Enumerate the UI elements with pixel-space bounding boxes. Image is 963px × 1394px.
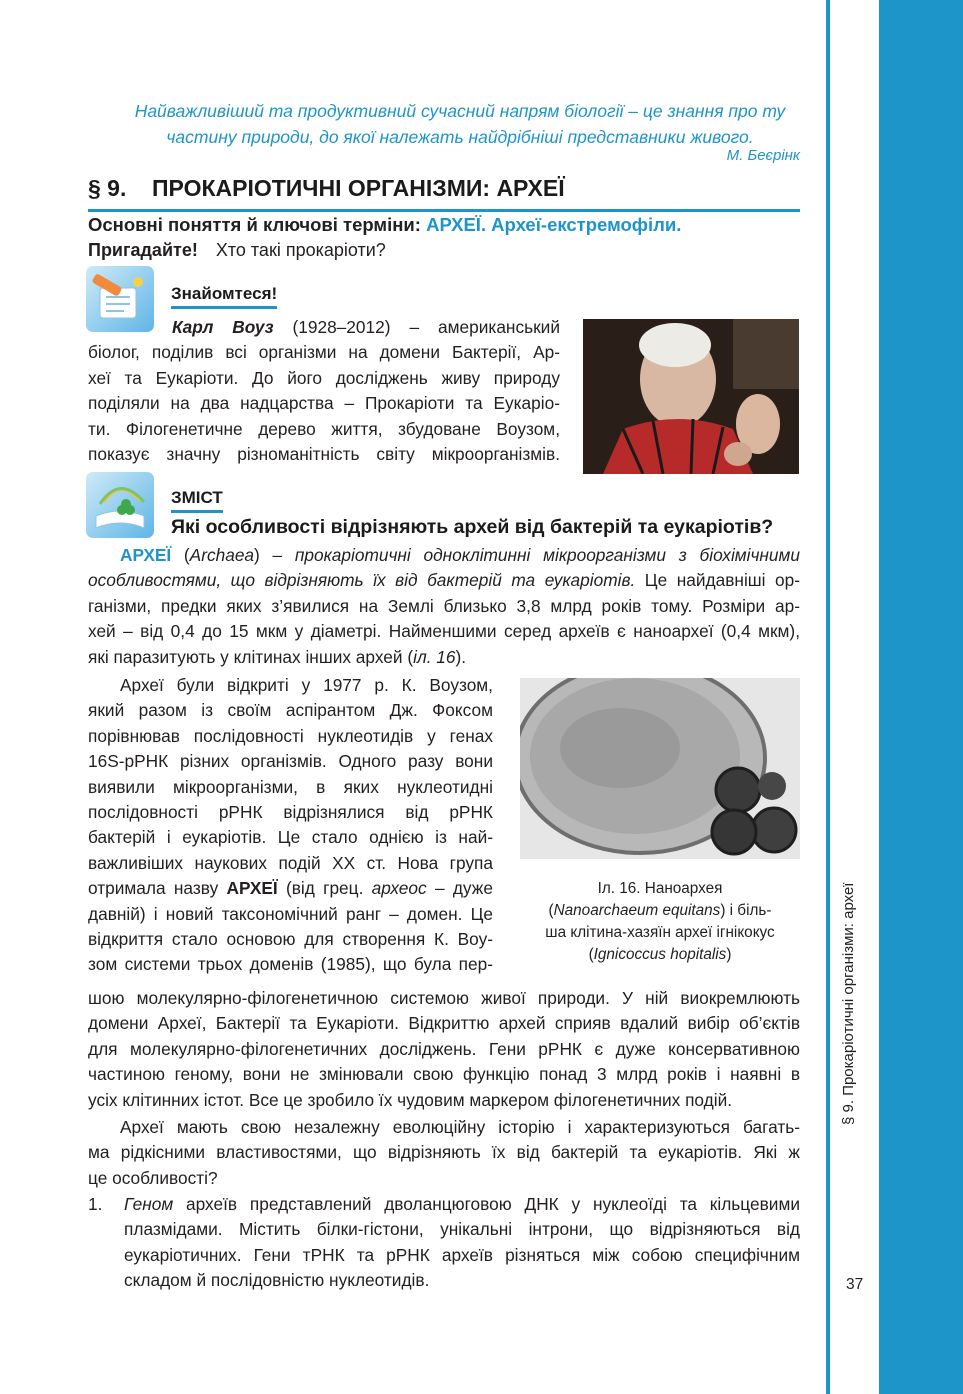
list-term: Геном [124,1194,174,1214]
definition-text: особливостями, що відрізняють їх від бактерій та еукаріотів. [88,570,636,591]
remind-question: Хто такі прокаріоти? [215,240,386,260]
remind-label: Пригадайте! [88,240,198,260]
intro-heading: Знайомтеся! [171,284,277,309]
para-line: виявили мікроорганізми, в яких нуклеотидні [88,776,493,797]
archaea-definition-paragraph: АРХЕЇ (Archaea) – прокаріотичні одноклітинні мікроорганізми з біохімічними особливостями, що відрізняють їх від бактерій та еукаріотів. Це найдавніші ор- ганізми, предки яких з’явилися на Землі близько 3,8 млрд років тому. Розміри ар- хей – від 0,4 до 15 мкм у діаметрі. Найменшими серед археїв є наноархеї (0,4 мкм), які паразитують у клітинах інших архей (іл. 16). [88,545,800,667]
sidebar-color-bar [879,0,963,1394]
section-title-text: ПРОКАРІОТИЧНІ ОРГАНІЗМИ: АРХЕЇ [152,175,565,201]
intro-line: ти. Філогенетичне дерево життя, збудоване Воузом, [88,418,560,439]
intro-paragraph [88,315,560,467]
para-line: які паразитують у клітинах інших архей ( [88,646,414,667]
para-line: зом системи трьох доменів (1985), що була пер- [88,954,493,975]
para-line: отримала назву [88,878,219,899]
para-line: Археї були відкриті у 1977 р. К. Воузом, [120,675,493,695]
para-line: ). [455,646,467,667]
discovery-paragraph-continued [88,986,800,1113]
para-line: ганізми, предки яких з’явилися на Землі близько 3,8 млрд років тому. Розміри ар- [88,595,800,616]
para-line: порівнював послідовності нуклеотидів у генах [88,725,493,746]
figure-caption: Іл. 16. Наноархея (Nanoarchaeum equitans) і біль- ша клітина-хазяїн археї ігнікокус (Ignicoccus hopitalis) [508,878,812,966]
para-line: який разом із своїм аспірантом Дж. Фоксом [88,700,493,721]
species-name: Nanoarchaeum equitans [553,902,721,919]
para-line: послідовності рРНК відрізнялися від рРНК [88,802,493,823]
list-item [124,1192,800,1294]
species-name: Ignicoccus hopitalis [593,946,727,963]
carl-woese-photo [583,319,799,474]
greek-word: археос [371,878,427,899]
para-line: – дуже [434,878,493,899]
nanoarchaea-micrograph [520,678,800,859]
intro-line: хеї та Еукаріоти. До його досліджень живу природу [88,367,560,388]
para-line: 16S-рРНК різних організмів. Одного разу вони [88,751,493,772]
para-line: плазмідами. Містить білки-гістони, унікальні інтрони, що відрізняються від [124,1219,800,1240]
caption-line: Іл. 16. Наноархея [597,880,723,897]
para-line: усіх клітинних істот. Все це зробило їх чудовим маркером філогенетичних подій. [88,1089,733,1110]
figure-reference: іл. 16 [413,646,456,667]
para-line: важливіших наукових подій ХХ ст. Нова група [88,852,493,873]
para-line: еукаріотичних. Гени тРНК та рРНК археїв різняться між собою специфічним [124,1244,800,1265]
lesson-question: Які особливості відрізняють архей від бактерій та еукаріотів? [171,516,774,538]
para-line: Археї мають свою незалежну еволюційну історію і характеризуються багать- [120,1117,800,1137]
para-line: хей – від 0,4 до 15 мкм у діаметрі. Найменшими серед археїв є наноархеї (0,4 мкм), [88,621,800,642]
intro-line: поділяли на два надцарства – Прокаріоти та Еукаріо- [88,393,560,414]
list-number: 1. [88,1194,103,1214]
caption-line: ) і біль- [720,902,772,919]
latin-name: Archaea [189,545,255,565]
key-terms [88,214,681,236]
content-heading: ЗМІСТ [171,488,223,513]
epigraph-line-1: Найважливіший та продуктивний сучасний напрям біології – це знання про ту [134,101,786,121]
para-line: (від грец. [285,878,364,899]
para-line: давній) і новий таксономічний ранг – домен. Це [88,903,493,924]
para-line: ма рідкісними властивостями, що відрізняють їх від бактерій та еукаріотів. Які ж [88,1142,800,1163]
para-line: бактерій і еукаріотів. Це стало однією із най- [88,827,493,848]
remind-line [88,240,386,261]
para-line: шою молекулярно-філогенетичною системою живої природи. У ній виокремлюють [88,988,800,1008]
section-title [88,175,800,212]
para-line: частиною геному, вони не змінювали свою функцію понад 3 млрд років і наявні в [88,1064,800,1085]
key-terms-label: Основні поняття й ключові терміни: [88,214,421,235]
scientist-name: Карл Воуз [172,317,274,337]
para-line: домени Археї, Бактерії та Еукаріоти. Відкриттю архей сприяв вдалий вибір об’єктів [88,1013,800,1034]
caption-line: ша клітина-хазяїн археї ігнікокус [545,924,775,941]
term-archaea: АРХЕЇ [226,878,278,899]
page-number: 37 [846,1276,864,1293]
sidebar-strip [826,0,882,1394]
running-header: § 9. Прокаріотичні організми: археї [840,882,857,1125]
book-clover-icon [86,472,154,538]
para-line: археїв представлений дволанцюговою ДНК у нуклеоїді та кільцевими [186,1194,800,1214]
key-terms-list: АРХЕЇ. Археї-екстремофіли. [426,214,682,235]
intro-line: (1928–2012) – американський [292,317,560,337]
intro-line: показує значну різноманітність світу мікроорганізмів. [88,444,560,465]
intro-line: біолог, поділив всі організми на домени Бактерії, Ар- [88,342,560,363]
para-line: складом й послідовністю нуклеотидів. [124,1270,430,1291]
definition-text: – прокаріотичні одноклітинні мікроорганізми з біохімічними [272,545,800,565]
para-line: для молекулярно-філогенетичних досліджень. Гени рРНК є дуже консервативною [88,1038,800,1059]
epigraph-author: М. Беєрінк [726,147,800,164]
para-line: це особливості? [88,1167,218,1188]
para-line: відкриття стало основою для створення К. Воу- [88,929,493,950]
epigraph-line-2: частину природи, до якої належать найдрібніші представники живого. [166,127,754,147]
para-line: Це найдавніші ор- [644,570,800,591]
discovery-paragraph [88,673,493,978]
section-number: § 9. [88,175,127,201]
term-archaea: АРХЕЇ [120,545,172,565]
features-intro-paragraph [88,1115,800,1191]
